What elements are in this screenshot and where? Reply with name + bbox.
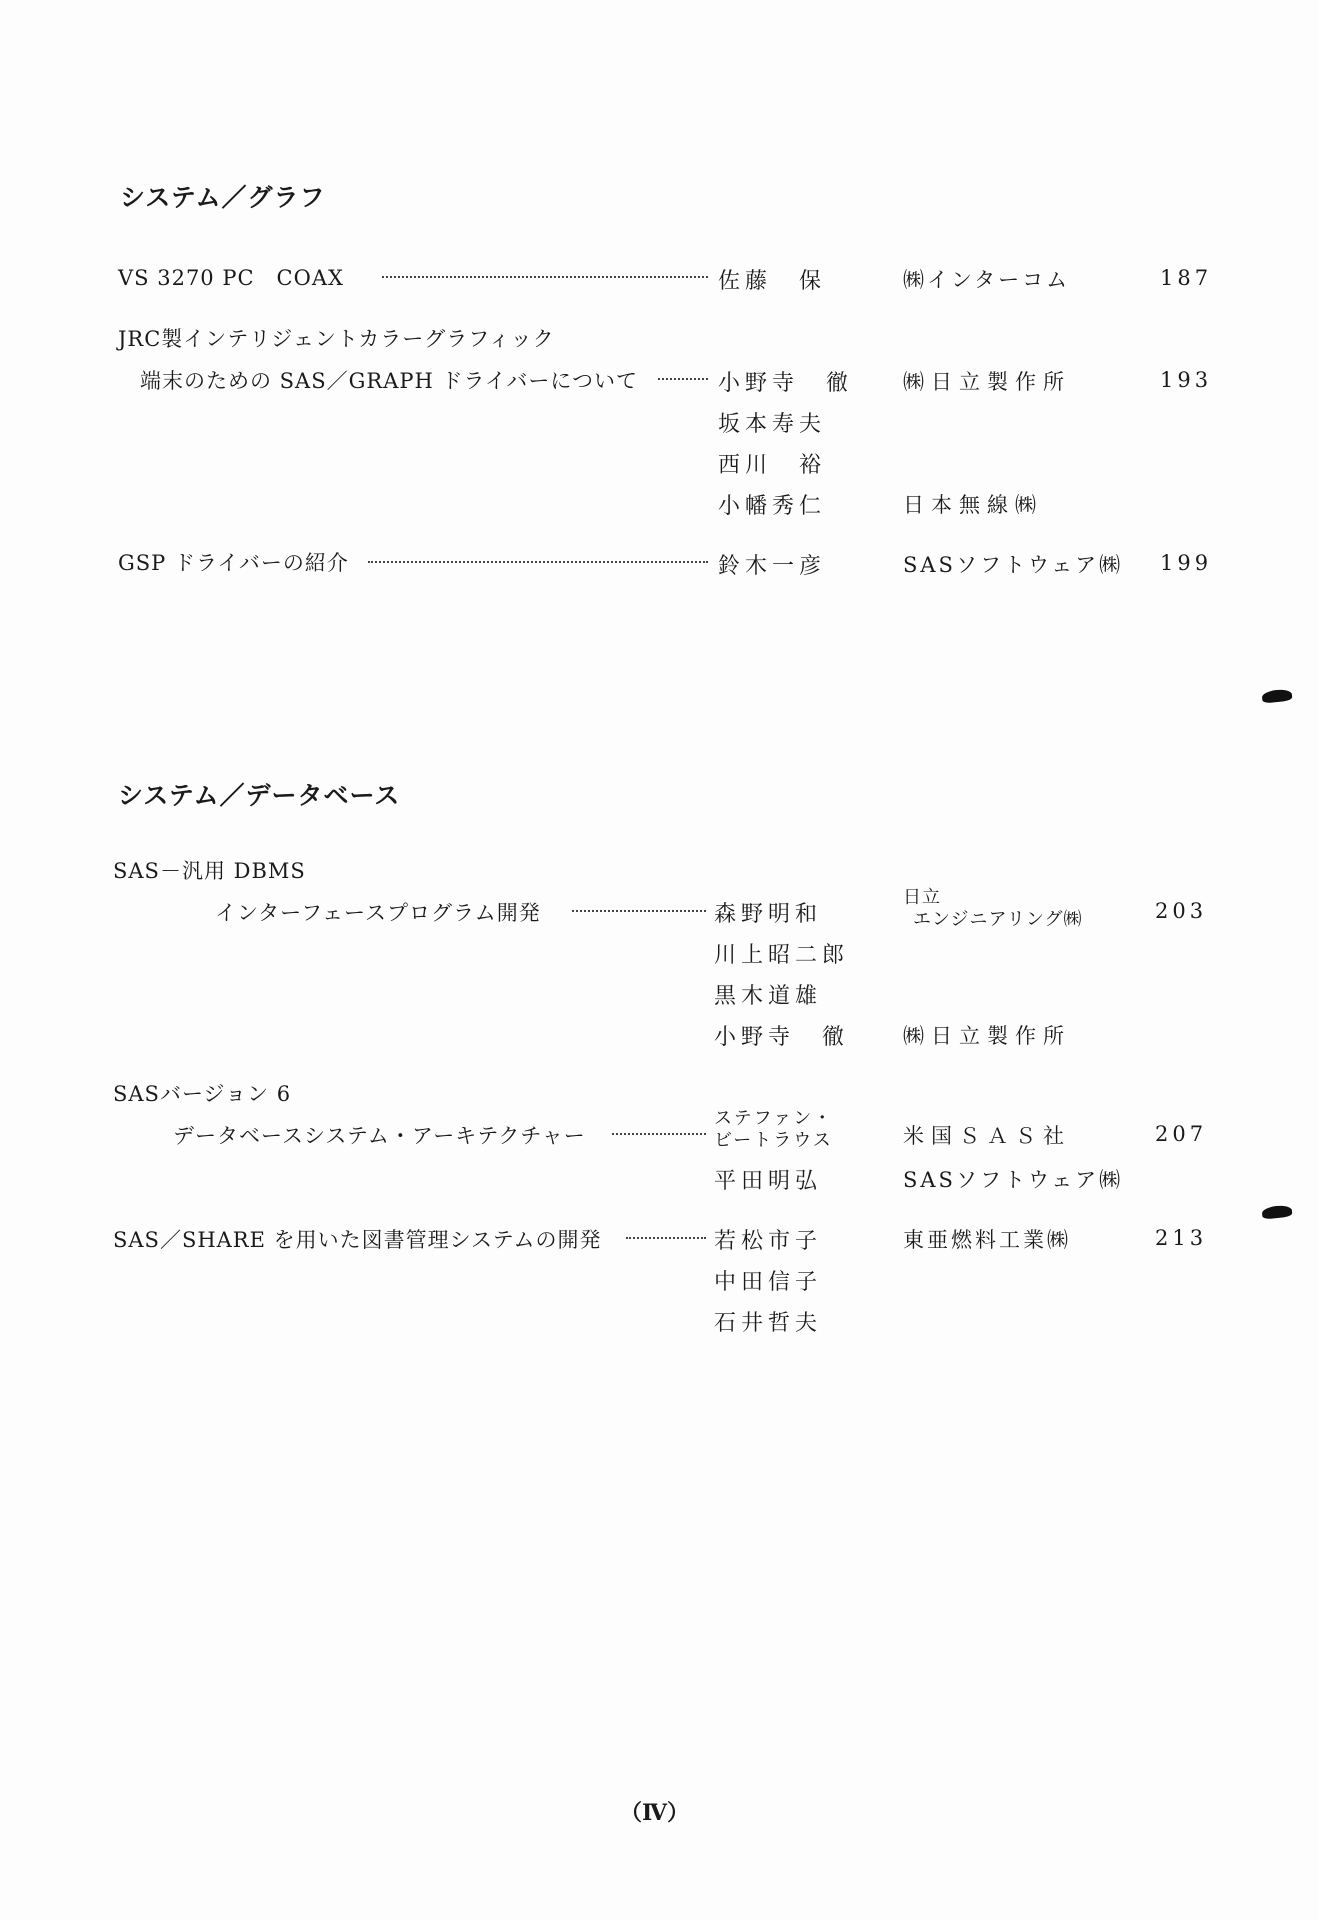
entry-title-continued: 端末のための SAS／GRAPH ドライバーについて: [140, 369, 639, 393]
entry-author: 石井哲夫: [714, 1311, 823, 1336]
entry-affiliation: 日立: [903, 887, 941, 908]
entry-title-continued: データベースシステム・アーキテクチャー: [173, 1124, 586, 1148]
entry-affiliation: ㈱日立製作所: [903, 370, 1071, 394]
entry-author: 森野明和: [714, 902, 823, 927]
entry-author: 若松市子: [714, 1229, 823, 1254]
entry-author: 平田明弘: [714, 1169, 823, 1194]
entry-author: 小幡秀仁: [718, 494, 827, 519]
entry-title: SAS／SHARE を用いた図書管理システムの開発: [113, 1228, 602, 1252]
entry-title-continued: インターフェースプログラム開発: [215, 901, 541, 925]
entry-author: 西川 裕: [718, 453, 827, 478]
entry-author: 小野寺 徹: [718, 371, 854, 396]
leader-dots: [658, 378, 708, 380]
scan-mark: [1261, 1204, 1292, 1219]
section-title-graph: システム／グラフ: [120, 183, 326, 212]
entry-title: SAS－汎用 DBMS: [113, 859, 306, 883]
entry-page: 187: [1160, 266, 1213, 290]
entry-affiliation: SASソフトウェア㈱: [903, 1168, 1124, 1192]
entry-page: 203: [1155, 899, 1208, 923]
entry-author: 鈴木一彦: [718, 554, 827, 579]
entry-affiliation: ㈱日立製作所: [903, 1024, 1071, 1048]
entry-author: ステファン・: [714, 1108, 834, 1129]
entry-author: 中田信子: [714, 1270, 823, 1295]
leader-dots: [368, 561, 708, 563]
leader-dots: [572, 910, 706, 912]
entry-affiliation: 日本無線㈱: [903, 493, 1043, 517]
entry-page: 213: [1155, 1226, 1208, 1250]
entry-affiliation: 東亜燃料工業㈱: [903, 1228, 1071, 1252]
entry-affiliation: ㈱インターコム: [903, 268, 1071, 292]
entry-author: 黒木道雄: [714, 984, 823, 1009]
entry-author: 坂本寿夫: [718, 412, 827, 437]
entry-title: SASバージョン 6: [113, 1082, 292, 1106]
entry-affiliation: SASソフトウェア㈱: [903, 553, 1124, 577]
entry-author: 佐藤 保: [718, 269, 827, 294]
entry-author: 小野寺 徹: [714, 1025, 850, 1050]
entry-affiliation-continued: エンジニアリング㈱: [913, 909, 1083, 930]
entry-title: GSP ドライバーの紹介: [118, 551, 349, 575]
entry-affiliation: 米国ＳＡＳ社: [903, 1124, 1071, 1148]
entry-author: 川上昭二郎: [714, 943, 850, 968]
leader-dots: [626, 1237, 706, 1239]
entry-page: 207: [1155, 1122, 1208, 1146]
leader-dots: [612, 1133, 706, 1135]
page-number: （Ⅳ）: [620, 1800, 689, 1826]
entry-author-continued: ビートラウス: [714, 1130, 833, 1151]
entry-page: 193: [1160, 368, 1213, 392]
scan-mark: [1261, 688, 1292, 703]
leader-dots: [382, 276, 708, 278]
entry-page: 199: [1160, 551, 1213, 575]
entry-title: JRC製インテリジェントカラーグラフィック: [118, 327, 555, 351]
entry-title: VS 3270 PC COAX: [118, 266, 344, 290]
section-title-database: システム／データベース: [118, 781, 401, 810]
